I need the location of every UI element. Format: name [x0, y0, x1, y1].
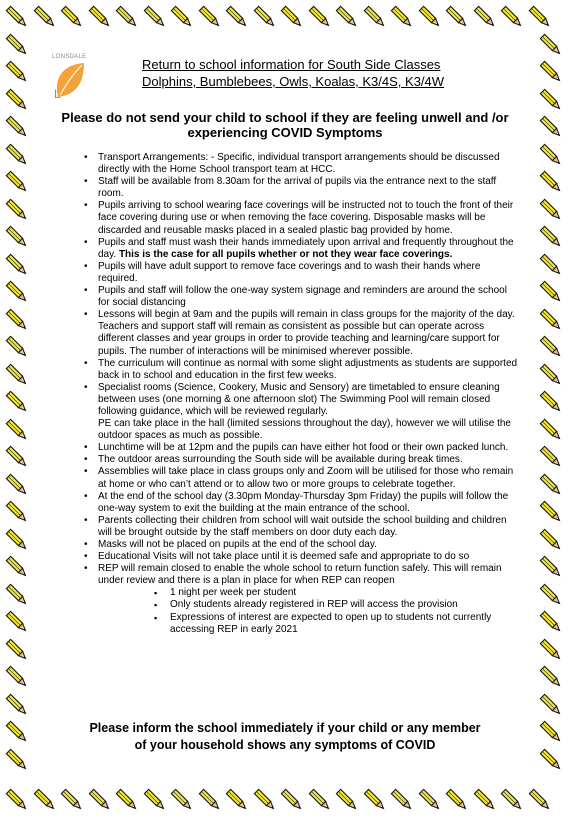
pencil-icon: [197, 787, 223, 813]
pencil-icon: [307, 787, 333, 813]
pencil-icon: [538, 499, 564, 525]
page-title: [142, 56, 444, 90]
pencil-icon: [224, 787, 250, 813]
pencil-icon: [538, 252, 564, 278]
pencil-icon: [4, 417, 30, 443]
pencil-icon: [538, 472, 564, 498]
list-item-adult-support: • Pupils will have adult support to remove face coverings and to wash their hands where required.: [98, 261, 518, 285]
pencil-icon: [4, 334, 30, 360]
pencil-icon: [538, 747, 564, 773]
pencil-icon: [472, 4, 498, 30]
pencil-icon: [32, 4, 58, 30]
pencil-icon: [4, 224, 30, 250]
pencil-icon: [59, 787, 85, 813]
pencil-icon: [4, 169, 30, 195]
closing-line-1: Please inform the school immediately if your child or any member: [89, 721, 481, 735]
sub-list-item: ▪ 1 night per week per student: [170, 587, 518, 599]
pencil-icon: [142, 787, 168, 813]
pencil-icon: [538, 142, 564, 168]
sub-list-item: ▪ Only students already registered in REP will access the provision: [170, 599, 518, 611]
pencil-icon: [538, 664, 564, 690]
title-line-1: Return to school information for South Side Classes: [142, 57, 441, 72]
pencil-icon: [4, 252, 30, 278]
pencil-icon: [362, 4, 388, 30]
list-item-staff: • Staff will be available from 8.30am for the arrival of pupils via the entrance next to the staff room.: [98, 176, 518, 200]
pencil-icon: [538, 334, 564, 360]
pencil-icon: [4, 747, 30, 773]
list-item-educational-visits: • Educational Visits will not take place until it is deemed safe and appropriate to do so: [98, 551, 518, 563]
warning-heading: [52, 110, 518, 140]
pencil-icon: [389, 787, 415, 813]
pencil-icon: [169, 787, 195, 813]
list-item-parents-collecting: • Parents collecting their children from school will wait outside the school building and children will be brought outside by the staff members on door duty each day.: [98, 515, 518, 539]
pencil-icon: [4, 692, 30, 718]
pencil-icon: [32, 787, 58, 813]
pencil-icon: [4, 4, 30, 30]
list-item-transport: • Transport Arrangements: - Specific, individual transport arrangements should be discussed directly with the Home School transport team at HCC.: [98, 152, 518, 176]
pencil-icon: [4, 279, 30, 305]
pencil-icon: [4, 609, 30, 635]
pencil-icon: [4, 87, 30, 113]
pencil-icon: [538, 692, 564, 718]
pencil-icon: [499, 787, 525, 813]
pencil-icon: [4, 59, 30, 85]
pencil-icon: [527, 787, 553, 813]
pencil-icon: [389, 4, 415, 30]
pencil-icon: [4, 499, 30, 525]
pencil-icon: [87, 4, 113, 30]
pencil-icon: [252, 4, 278, 30]
list-item-rep: • REP will remain closed to enable the whole school to return function safely. This will remain under review and there is a plan in place for when REP can reopen ▪ 1 night per week per student ▪ Only students already registered in REP will access the provision ▪ Expressions of interest are expected to open up to students not currently accessing REP in early 2021: [98, 563, 518, 636]
pencil-icon: [4, 197, 30, 223]
pencil-icon: [4, 787, 30, 813]
list-item-masks: • Masks will not be placed on pupils at the end of the school day.: [98, 539, 518, 551]
pencil-icon: [197, 4, 223, 30]
pencil-icon: [252, 787, 278, 813]
pencil-icon: [538, 554, 564, 580]
warning-line-1: Please do not send your child to school if they are feeling unwell and /or: [61, 110, 509, 125]
pencil-icon: [307, 4, 333, 30]
pencil-icon: [417, 4, 443, 30]
title-line-2: Dolphins, Bumblebees, Owls, Koalas, K3/4S, K3/4W: [142, 74, 445, 89]
pencil-icon: [142, 4, 168, 30]
pencil-icon: [4, 527, 30, 553]
pencil-icon: [279, 787, 305, 813]
list-item-specialist-rooms: • Specialist rooms (Science, Cookery, Music and Sensory) are timetabled to ensure cleaning between uses (one morning & one afternoon slot) The Swimming Pool will remain closed following guidance, which will be reviewed regularly. PE can take place in the hall (limited sessions throughout the day), however we will utilise the outdoor spaces as much as possible.: [98, 382, 518, 442]
pencil-icon: [527, 4, 553, 30]
pencil-icon: [538, 224, 564, 250]
pencil-icon: [4, 142, 30, 168]
list-item-lessons: • Lessons will begin at 9am and the pupils will remain in class groups for the majority of the day. Teachers and support staff will remain as consistent as possible but can operate across different classes and year groups in order to provide teaching and learning/care support for pupils. The number of interactions will be minimised wherever possible.: [98, 309, 518, 357]
pencil-icon: [538, 444, 564, 470]
pencil-icon: [4, 32, 30, 58]
rep-sub-list: [98, 587, 518, 635]
pencil-icon: [4, 472, 30, 498]
pencil-icon: [4, 444, 30, 470]
pencil-icon: [4, 307, 30, 333]
pencil-icon: [444, 787, 470, 813]
pencil-icon: [4, 554, 30, 580]
list-item-assemblies: • Assemblies will take place in class groups only and Zoom will be utilised for those who remain at home or who can’t attend or to allow two or more groups to celebrate together.: [98, 466, 518, 490]
pencil-icon: [444, 4, 470, 30]
pencil-icon: [4, 719, 30, 745]
pencil-icon: [169, 4, 195, 30]
pencil-icon: [499, 4, 525, 30]
pencil-icon: [538, 582, 564, 608]
pencil-icon: [538, 719, 564, 745]
pencil-icon: [4, 114, 30, 140]
logo-text: LONSDALE: [52, 54, 87, 60]
pencil-icon: [538, 279, 564, 305]
pencil-icon: [538, 197, 564, 223]
sub-list-item: ▪ Expressions of interest are expected to open up to students not currently accessing REP in early 2021: [170, 612, 518, 636]
pencil-icon: [87, 787, 113, 813]
list-item-end-of-day: • At the end of the school day (3.30pm Monday-Thursday 3pm Friday) the pupils will follow the one-way system to exit the building at the main entrance of the school.: [98, 491, 518, 515]
pencil-icon: [279, 4, 305, 30]
pencil-icon: [417, 787, 443, 813]
logo-letter: L: [54, 87, 61, 99]
pencil-icon: [114, 4, 140, 30]
pencil-icon: [4, 637, 30, 663]
leaf-logo-icon: [52, 61, 86, 99]
list-item-hand-washing: • Pupils and staff must wash their hands immediately upon arrival and frequently throughout the day. This is the case for all pupils whether or not they wear face coverings.: [98, 237, 518, 261]
closing-line-2: of your household shows any symptoms of COVID: [134, 738, 436, 752]
pencil-icon: [59, 4, 85, 30]
pencil-icon: [334, 787, 360, 813]
pencil-icon: [538, 362, 564, 388]
pencil-icon: [538, 637, 564, 663]
list-item-lunchtime: • Lunchtime will be at 12pm and the pupils can have either hot food or their own packed lunch.: [98, 442, 518, 454]
pencil-icon: [538, 32, 564, 58]
pencil-icon: [538, 389, 564, 415]
pencil-icon: [4, 582, 30, 608]
pencil-icon: [4, 664, 30, 690]
school-logo: [52, 54, 92, 99]
pencil-icon: [472, 787, 498, 813]
closing-notice: [52, 720, 518, 754]
pencil-icon: [538, 609, 564, 635]
pencil-icon: [538, 417, 564, 443]
information-list: [52, 152, 518, 636]
list-item-curriculum: • The curriculum will continue as normal with some slight adjustments as students are supported back in to school and education in the first few weeks.: [98, 358, 518, 382]
pencil-icon: [538, 307, 564, 333]
list-item-one-way-system: • Pupils and staff will follow the one-way system signage and reminders are around the school for social distancing: [98, 285, 518, 309]
pencil-icon: [538, 87, 564, 113]
pencil-icon: [538, 59, 564, 85]
pencil-icon: [538, 527, 564, 553]
pencil-icon: [538, 169, 564, 195]
list-item-face-coverings: • Pupils arriving to school wearing face coverings will be instructed not to touch the front of their face covering during use or when removing the face covering. Disposable masks will be discarded and reusable masks placed in a sealed plastic bag provided by home.: [98, 200, 518, 236]
pencil-icon: [334, 4, 360, 30]
notice-content: [52, 52, 518, 767]
pencil-icon: [224, 4, 250, 30]
pencil-icon: [4, 389, 30, 415]
pencil-icon: [114, 787, 140, 813]
list-item-outdoor-areas: • The outdoor areas surrounding the South side will be available during break times.: [98, 454, 518, 466]
pencil-icon: [362, 787, 388, 813]
pencil-icon: [538, 114, 564, 140]
warning-line-2: experiencing COVID Symptoms: [187, 125, 383, 140]
pencil-icon: [4, 362, 30, 388]
